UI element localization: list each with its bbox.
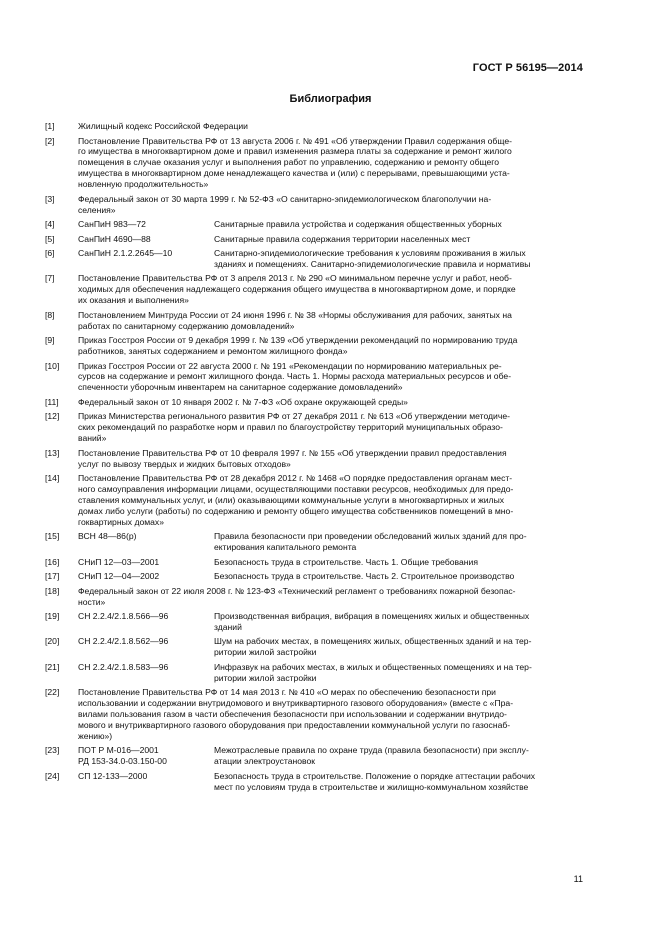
entry-text-line: Федеральный закон от 30 марта 1999 г. № 52-ФЗ «О санитарно-эпидемиологическом благополучии на-	[78, 193, 492, 204]
entry-text-line: ного самоуправления информации лицами, осуществляющими поставки ресурсов, необходимых для предо-	[78, 484, 514, 494]
entry-text	[78, 411, 585, 444]
entry-text-line: спеченности уборочным инвентарем на санитарное содержание домовладений»	[78, 382, 403, 393]
entry-number: [2]	[45, 135, 55, 146]
entry-document-title	[214, 557, 585, 568]
bibliography-entry	[45, 771, 585, 793]
entry-document-code	[78, 771, 214, 793]
entry-number: [10]	[45, 360, 60, 371]
entry-document-code	[78, 571, 214, 582]
entry-number: [3]	[45, 193, 55, 204]
entry-number: [21]	[45, 661, 60, 672]
entry-title-line: Безопасность труда в строительстве. Часть 1. Общие требования	[214, 556, 478, 567]
entry-document-title	[214, 745, 585, 767]
entry-number: [1]	[45, 121, 55, 131]
bibliography-entry	[45, 557, 585, 568]
entry-number: [20]	[45, 636, 60, 647]
entry-text	[78, 310, 585, 332]
bibliography-entry	[45, 397, 585, 408]
entry-document-title	[214, 234, 585, 245]
entry-text-line: ставления коммунальных услуг, и (или) оказывающими коммунальные услуги в многоквартирных и жилых	[78, 494, 505, 505]
bibliography-entry	[45, 310, 585, 332]
bibliography-entry	[45, 234, 585, 245]
entry-number: [22]	[45, 687, 60, 698]
entry-title-line: Шум на рабочих местах, в помещениях жилых, общественных зданий и на тер-	[214, 636, 532, 647]
entry-title-line: атации электроустановок	[214, 756, 316, 767]
entry-code-line: СН 2.2.4/2.1.8.583—96	[78, 661, 169, 672]
entry-text-line: Постановление Правительства РФ от 10 февраля 1997 г. № 155 «Об утверждении правил предоставления	[78, 447, 507, 458]
entry-code-line: СНиП 12—03—2001	[78, 556, 160, 567]
entry-text-line: Постановление Правительства РФ от 13 августа 2006 г. № 491 «Об утверждении Правил содержания обще-	[78, 135, 512, 146]
entry-text-line: Федеральный закон от 22 июля 2008 г. № 123-ФЗ «Технический регламент о требованиях пожарной безопас-	[78, 585, 516, 596]
bibliography-entry	[45, 448, 585, 470]
entry-document-code	[78, 248, 214, 270]
entry-document-code	[78, 636, 214, 658]
entry-text	[78, 194, 585, 216]
entry-text-line: новленную продолжительность»	[78, 179, 209, 190]
bibliography-list	[45, 121, 585, 796]
entry-document-code	[78, 662, 214, 684]
entry-text-line: помещения в случае оказания услуг и выполнения работ по управлению, содержанию и ремонту общего	[78, 157, 499, 168]
entry-number: [23]	[45, 745, 60, 756]
bibliography-entry	[45, 136, 585, 191]
entry-text-line: го имущества в многоквартирном доме и правил изменения размера платы за содержание и ремонт жилого	[78, 146, 512, 157]
entry-text-line: работах по санитарному содержанию домовладений»	[78, 320, 295, 331]
entry-document-code	[78, 611, 214, 633]
entry-text-line: Приказ Госстроя России от 22 августа 2000 г. № 191 «Рекомендации по нормированию материальных ре-	[78, 360, 502, 371]
entry-title-line: зданий	[214, 621, 242, 632]
entry-title-line: Безопасность труда в строительстве. Положение о порядке аттестации рабочих	[214, 770, 536, 781]
entry-title-line: Санитарно-эпидемиологические требования к условиям проживания в жилых	[214, 248, 526, 259]
entry-text-line: использовании и содержании внутридомового и внутриквартирного газового оборудования» (вместе с «Пра-	[78, 698, 514, 709]
entry-code-line: РД 153-34.0-03.150-00	[78, 756, 167, 767]
entry-document-title	[214, 248, 585, 270]
entry-number: [19]	[45, 611, 60, 622]
entry-text	[78, 586, 585, 608]
entry-text-line: услуг по вывозу твердых и жидких бытовых отходов»	[78, 458, 291, 469]
entry-number: [11]	[45, 396, 59, 407]
entry-code-line: СНиП 12—04—2002	[78, 571, 160, 582]
bibliography-entry	[45, 411, 585, 444]
entry-number: [16]	[45, 556, 60, 567]
entry-number: [13]	[45, 447, 60, 458]
entry-title-line: Правила безопасности при проведении обследований жилых зданий для про-	[214, 531, 527, 542]
entry-text-line: мового и внутриквартирного газового оборудования при предоставлении коммунальной услуги по газоснаб-	[78, 719, 511, 730]
bibliography-entry	[45, 219, 585, 230]
entry-text	[78, 687, 585, 742]
entry-code-line: ПОТ Р М-016—2001	[78, 745, 159, 756]
entry-title-line: ектирования капитального ремонта	[214, 542, 357, 553]
entry-document-code	[78, 219, 214, 230]
entry-code-line: СП 12-133—2000	[78, 770, 148, 781]
entry-text-line: работников, занятых содержанием и ремонтом жилищного фонда»	[78, 346, 348, 357]
entry-code-line: СанПиН 983—72	[78, 219, 146, 230]
entry-text-line: жению»)	[78, 730, 113, 741]
entry-text-line: ности»	[78, 596, 106, 607]
entry-document-code	[78, 745, 214, 767]
entry-text	[78, 448, 585, 470]
bibliography-entry	[45, 273, 585, 306]
bibliography-entry	[45, 687, 585, 742]
entry-title-line: Санитарные правила содержания территории населенных мест	[214, 233, 471, 244]
bibliography-entry	[45, 571, 585, 582]
bibliography-entry	[45, 121, 585, 132]
entry-document-title	[214, 771, 585, 793]
entry-text-line: Приказ Министерства регионального развития РФ от 27 декабря 2011 г. № 613 «Об утверждении методиче-	[78, 411, 510, 422]
entry-number: [8]	[45, 309, 55, 320]
page-title: Библиография	[289, 93, 372, 105]
entry-text	[78, 397, 585, 408]
bibliography-entry	[45, 611, 585, 633]
entry-number: [4]	[45, 219, 55, 230]
entry-document-title	[214, 662, 585, 684]
standard-code-header: ГОСТ Р 56195—2014	[472, 62, 583, 74]
bibliography-entry	[45, 745, 585, 767]
entry-code-line: СанПиН 2.1.2.2645—10	[78, 248, 173, 259]
entry-text-line: их оказания и выполнения»	[78, 295, 189, 306]
entry-number: [15]	[45, 531, 60, 542]
bibliography-entry	[45, 248, 585, 270]
entry-title-line: Производственная вибрация, вибрация в помещениях жилых и общественных	[214, 611, 530, 622]
entry-text	[78, 361, 585, 394]
entry-title-line: Санитарные правила устройства и содержания общественных уборных	[214, 219, 502, 230]
bibliography-entry	[45, 586, 585, 608]
entry-text-line: имущества в многоквартирном доме ненадлежащего качества и (или) с перерывами, превышающими уста-	[78, 168, 510, 179]
entry-text-line: ских рекомендаций по разработке норм и правил по благоустройству территорий муниципальных образо-	[78, 422, 503, 433]
entry-text	[78, 473, 585, 528]
entry-code-line: ВСН 48—86(р)	[78, 531, 137, 542]
entry-number: [18]	[45, 585, 60, 596]
entry-text-line: Постановлением Минтруда России от 24 июня 1996 г. № 38 «Нормы обслуживания для рабочих, занятых на	[78, 309, 512, 320]
entry-title-line: Инфразвук на рабочих местах, в жилых и общественных помещениях и на тер-	[214, 661, 532, 672]
entry-text-line: селения»	[78, 204, 116, 215]
bibliography-entry	[45, 662, 585, 684]
entry-number: [5]	[45, 233, 55, 244]
bibliography-entry	[45, 473, 585, 528]
entry-text-line: ходимых для обеспечения надлежащего содержания общего имущества в многоквартирном доме, и порядке	[78, 284, 516, 295]
entry-code-line: СН 2.2.4/2.1.8.562—96	[78, 636, 169, 647]
entry-text-line: ваний»	[78, 433, 107, 444]
entry-text-line: вилами пользования газом в части обеспечения безопасности при использовании и содержании внутридо-	[78, 709, 507, 720]
entry-text	[78, 335, 585, 357]
entry-text-line: Приказ Госстроя России от 9 декабря 1999 г. № 139 «Об утверждении рекомендаций по нормированию труда	[78, 335, 518, 346]
entry-document-title	[214, 531, 585, 553]
entry-document-title	[214, 611, 585, 633]
entry-number: [24]	[45, 770, 60, 781]
bibliography-entry	[45, 361, 585, 394]
entry-title-line: Межотраслевые правила по охране труда (правила безопасности) при эксплу-	[214, 745, 529, 756]
entry-document-code	[78, 557, 214, 568]
entry-title-line: ритории жилой застройки	[214, 672, 317, 683]
entry-document-title	[214, 571, 585, 582]
entry-number: [6]	[45, 248, 55, 259]
entry-text-line: Постановление Правительства РФ от 3 апреля 2013 г. № 290 «О минимальном перечне услуг и работ, необ-	[78, 273, 512, 284]
entry-number: [12]	[45, 411, 60, 422]
entry-number: [17]	[45, 571, 60, 582]
entry-text	[78, 136, 585, 191]
entry-text-line: домах либо услуги (работы) по содержанию и ремонту общего имущества собственников помещений в мно-	[78, 505, 514, 516]
entry-document-title	[214, 636, 585, 658]
entry-document-code	[78, 531, 214, 553]
bibliography-entry	[45, 636, 585, 658]
entry-title-line: Безопасность труда в строительстве. Часть 2. Строительное производство	[214, 571, 515, 582]
entry-text	[78, 273, 585, 306]
entry-text-line: сурсов на содержание и ремонт жилищного фонда. Часть 1. Нормы расхода материальных ресурсов и обе-	[78, 371, 512, 382]
entry-text-line: Постановление Правительства РФ от 28 декабря 2012 г. № 1468 «О порядке предоставления органам мест-	[78, 473, 513, 484]
entry-text	[78, 121, 585, 132]
bibliography-entry	[45, 335, 585, 357]
entry-text-line: гоквартирных домах»	[78, 516, 165, 527]
entry-text-line: Постановление Правительства РФ от 14 мая 2013 г. № 410 «О мерах по обеспечению безопасности при	[78, 687, 496, 698]
entry-title-line: мест по условиям труда в строительстве и жилищно-коммунальном хозяйстве	[214, 781, 529, 792]
entry-text-line: Федеральный закон от 10 января 2002 г. № 7-ФЗ «Об охране окружающей среды»	[78, 396, 408, 407]
bibliography-entry	[45, 194, 585, 216]
entry-code-line: СН 2.2.4/2.1.8.566—96	[78, 611, 169, 622]
entry-text-line: Жилищный кодекс Российской Федерации	[78, 121, 248, 131]
entry-document-title	[214, 219, 585, 230]
entry-number: [7]	[45, 273, 55, 284]
bibliography-entry	[45, 531, 585, 553]
entry-number: [9]	[45, 335, 55, 346]
page-number: 11	[573, 874, 583, 884]
entry-document-code	[78, 234, 214, 245]
entry-title-line: ритории жилой застройки	[214, 647, 317, 658]
entry-code-line: СанПиН 4690—88	[78, 233, 151, 244]
entry-title-line: зданиях и помещениях. Санитарно-эпидемиологические правила и нормативы	[214, 258, 531, 269]
entry-number: [14]	[45, 473, 60, 484]
